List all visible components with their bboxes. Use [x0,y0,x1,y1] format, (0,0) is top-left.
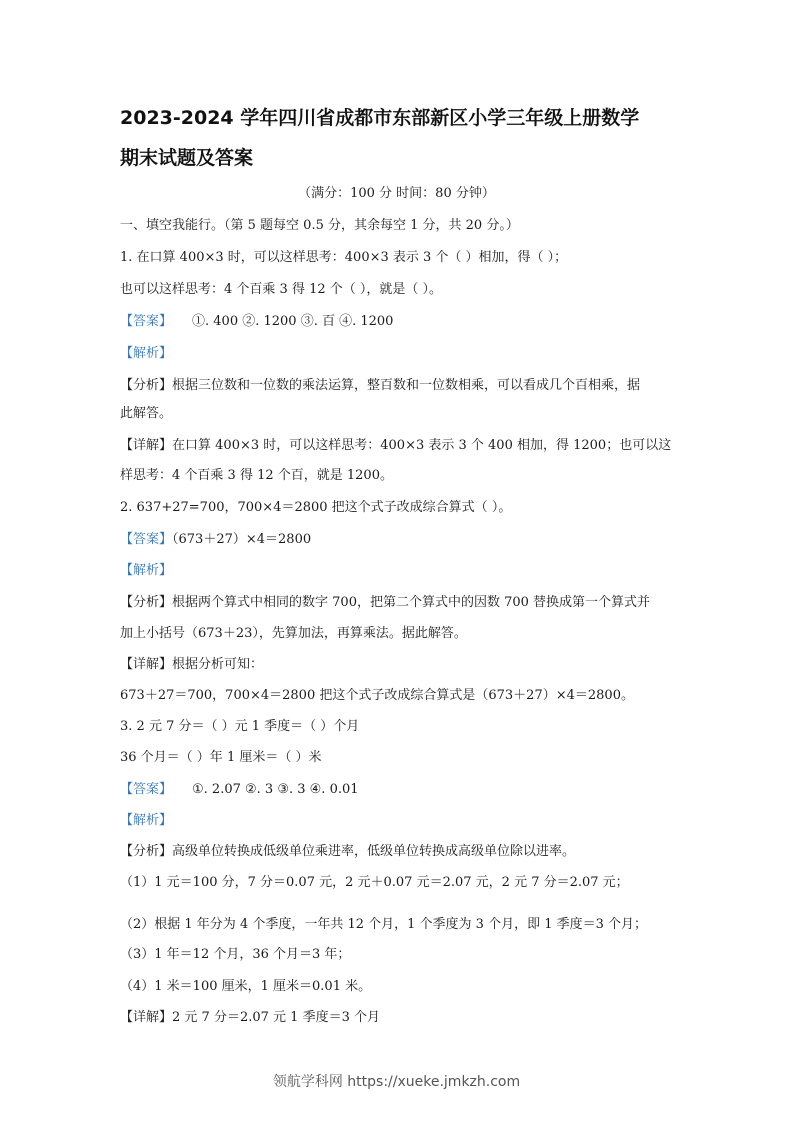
exam-info: （满分：100 分 时间：80 分钟） [298,186,495,201]
question-2-xiangjie-line1 [120,656,263,674]
question-3-answer [120,781,359,799]
question-1-analysis-label: 【解析】 [120,346,173,361]
answer-label: 【答案】 [120,314,173,329]
question-2-analysis-label: 【解析】 [120,563,173,578]
xiangjie-text: 2 元 7 分＝2.07 元 1 季度＝3 个月 [172,1010,380,1025]
question-1-fenxi-line2: 此解答。 [120,406,173,421]
fenxi-label: 【分析】 [120,844,173,859]
answer-text: ①. 400 ②. 1200 ③. 百 ④. 1200 [192,314,394,329]
footer-watermark: 领航学科网 https://xueke.jmkzh.com [272,1074,521,1090]
answer-text: （673＋27）×4＝2800 [172,532,312,547]
question-3-line2: 36 个月＝（ ）年 1 厘米＝（ ）米 [120,750,322,765]
answer-label: 【答案】 [120,532,173,547]
section-heading: 一、填空我能行。（第 5 题每空 0.5 分，其余每空 1 分，共 20 分。） [120,218,519,233]
question-1-xiangjie-line1 [120,437,671,455]
question-3-step4: （4）1 米＝100 厘米，1 厘米＝0.01 米。 [120,979,372,994]
question-2-xiangjie-line2: 673＋27＝700，700×4＝2800 把这个式子改成综合算式是（673＋27）×4＝2800。 [120,688,634,703]
document-title-line2: 期末试题及答案 [120,147,254,169]
question-3-step2: （2）根据 1 年分为 4 个季度，一年共 12 个月，1 个季度为 3 个月，即 1 季度＝3 个月； [120,917,648,932]
fenxi-text: 根据三位数和一位数的乘法运算，整百数和一位数相乘，可以看成几个百相乘，据 [172,378,641,393]
answer-label: 【答案】 [120,782,173,797]
question-3-line1: 3. 2 元 7 分＝（ ）元 1 季度＝（ ）个月 [120,719,360,734]
question-1-xiangjie-line2: 样思考：4 个百乘 3 得 12 个百，就是 1200。 [120,468,393,483]
question-3-step3: （3）1 年＝12 个月，36 个月＝3 年； [120,947,351,962]
question-3-analysis-label: 【解析】 [120,813,173,828]
question-1-fenxi-line1 [120,377,640,395]
answer-text: ①. 2.07 ②. 3 ③. 3 ④. 0.01 [192,782,359,797]
question-3-xiangjie-line1 [120,1009,380,1027]
xiangjie-label: 【详解】 [120,438,173,453]
document-title-line1: 2023-2024 学年四川省成都市东部新区小学三年级上册数学 [120,107,640,129]
fenxi-label: 【分析】 [120,378,173,393]
fenxi-text: 根据两个算式中相同的数字 700，把第二个算式中的因数 700 替换成第一个算式并 [172,595,651,610]
question-2-fenxi-line2: 加上小括号（673＋23），先算加法，再算乘法。据此解答。 [120,626,467,641]
question-1-line2: 也可以这样思考：4 个百乘 3 得 12 个（ ），就是（ ）。 [120,282,443,297]
xiangjie-text: 根据分析可知： [172,657,264,672]
question-3-step1: （1）1 元＝100 分，7 分＝0.07 元，2 元＋0.07 元＝2.07 元，2 元 7 分＝2.07 元； [120,875,629,890]
xiangjie-label: 【详解】 [120,657,173,672]
question-2-fenxi-line1 [120,594,650,612]
fenxi-label: 【分析】 [120,595,173,610]
question-3-fenxi-line1 [120,843,575,861]
fenxi-text: 高级单位转换成低级单位乘进率，低级单位转换成高级单位除以进率。 [172,844,576,859]
question-2-line1: 2. 637+27=700，700×4＝2800 把这个式子改成综合算式（ ）。 [120,500,512,515]
question-1-line1: 1. 在口算 400×3 时，可以这样思考：400×3 表示 3 个（ ）相加，得（ ）； [120,250,568,265]
question-2-answer [120,531,311,549]
xiangjie-label: 【详解】 [120,1010,173,1025]
question-1-answer [120,313,393,331]
xiangjie-text: 在口算 400×3 时，可以这样思考：400×3 表示 3 个 400 相加，得 1200；也可以这 [172,438,672,453]
